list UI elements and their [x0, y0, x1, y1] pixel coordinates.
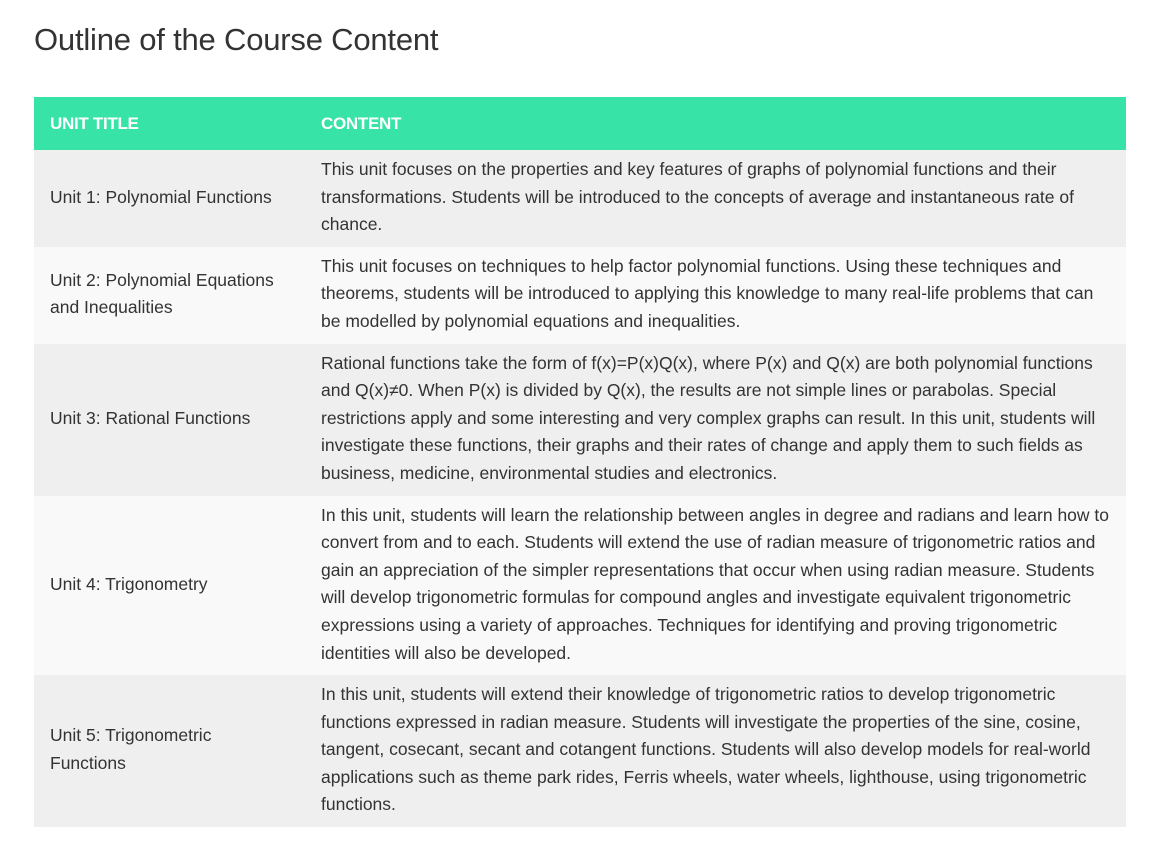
content-cell: This unit focuses on the properties and key features of graphs of polynomial functions and their transformations. Students will be introduced to the concepts of average and instantaneous rate of chance.: [321, 159, 1074, 235]
content-cell: Rational functions take the form of f(x)=P(x)Q(x), where P(x) and Q(x) are both polynomial functions and Q(x)≠0. When P(x) is divided by Q(x), the results are not simple lines or parabolas. Special restrictions apply and some interesting and very complex graphs can result. In this unit, students will investigate these functions, their graphs and their rates of change and apply them to such fields as business, medicine, environmental studies and electronics.: [321, 352, 1096, 483]
column-header-content: CONTENT: [321, 113, 402, 133]
page-title: Outline of the Course Content: [34, 22, 439, 57]
unit-title-cell: Unit 3: Rational Functions: [50, 407, 251, 428]
table-row: [34, 675, 1126, 827]
table-body: [34, 150, 1126, 827]
table-row: [34, 247, 1126, 344]
table-header-row: [34, 97, 1126, 150]
content-cell: In this unit, students will extend their knowledge of trigonometric ratios to develop trigonometric functions expressed in radian measure. Students will investigate the properties of the sine, cosine, tangent, cosecant, secant and cotangent functions. Students will also develop models for real-world applications such as theme park rides, Ferris wheels, water wheels, lighthouse, using trigonometric functions.: [321, 684, 1091, 815]
content-cell: This unit focuses on techniques to help factor polynomial functions. Using these techniques and theorems, students will be introduced to applying this knowledge to many real-life problems that can be modelled by polynomial equations and inequalities.: [321, 255, 1094, 331]
table-row: [34, 496, 1126, 676]
column-header-unit-title: UNIT TITLE: [50, 113, 139, 133]
unit-title-cell: Unit 4: Trigonometry: [50, 573, 208, 594]
table-header: [34, 97, 1126, 150]
table-row: [34, 344, 1126, 496]
course-outline-table: [34, 97, 1126, 827]
unit-title-cell: Unit 5: Trigonometric Functions: [50, 725, 212, 774]
unit-title-cell: Unit 2: Polynomial Equations and Inequalities: [50, 269, 274, 318]
unit-title-cell: Unit 1: Polynomial Functions: [50, 186, 272, 207]
table-row: [34, 150, 1126, 247]
content-cell: In this unit, students will learn the relationship between angles in degree and radians and learn how to convert from and to each. Students will extend the use of radian measure of trigonometric ratios and gain an appreciation of the simpler representations that occur when using radian measure. Students will develop trigonometric formulas for compound angles and investigate equivalent trigonometric expressions using a variety of approaches. Techniques for identifying and proving trigonometric identities will also be developed.: [321, 504, 1110, 663]
